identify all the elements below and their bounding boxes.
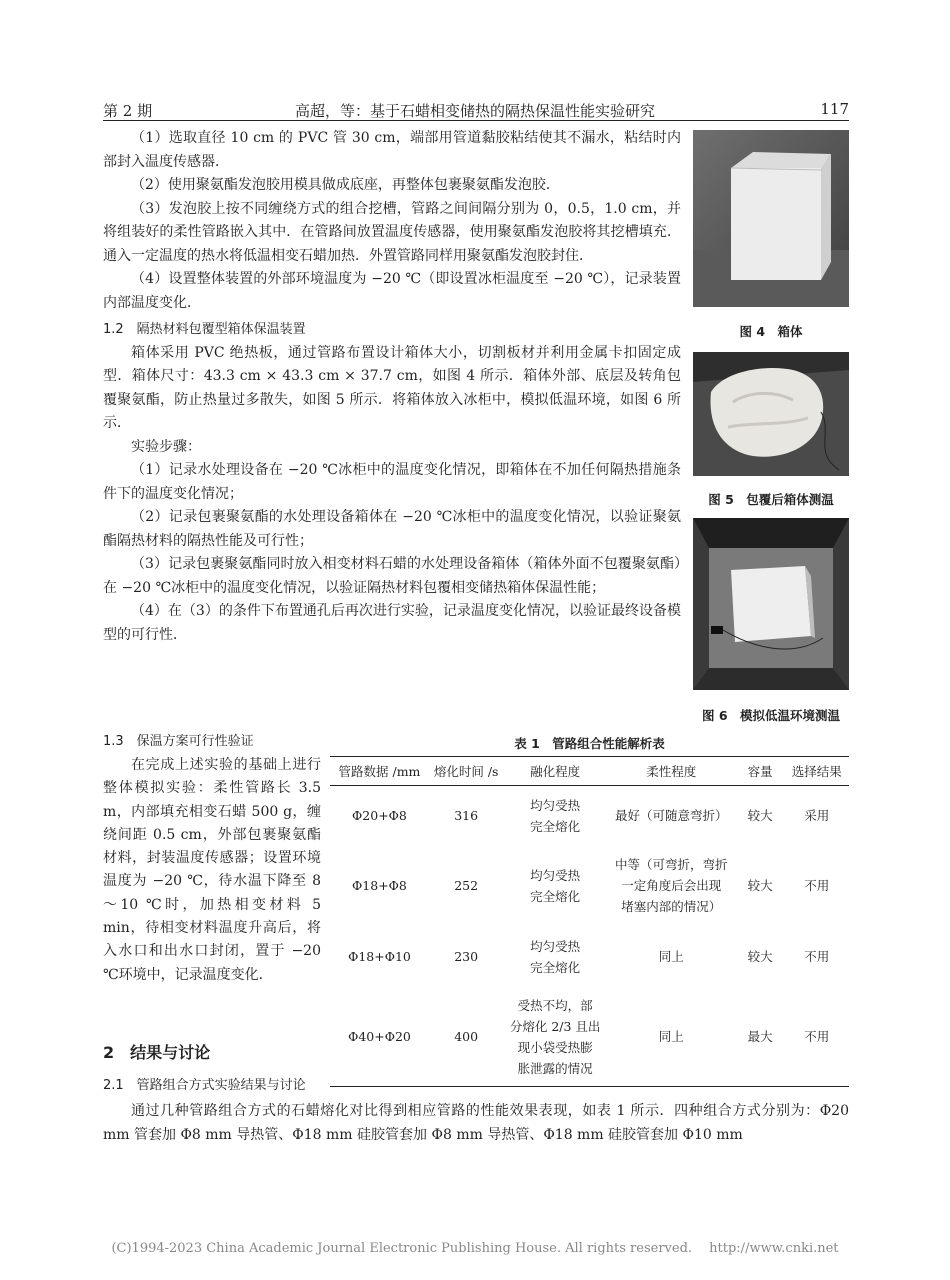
table-row xyxy=(330,786,849,846)
table-cell: 不用 xyxy=(804,949,830,964)
table-1-caption: 表 1 管路组合性能解析表 xyxy=(514,736,665,751)
table-header: 选择结果 xyxy=(785,757,849,786)
table-cell: 同上 xyxy=(658,1029,684,1044)
table-cell: 较大 xyxy=(747,878,773,893)
header-rule xyxy=(103,120,849,121)
section-2-heading: 2 结果与讨论 xyxy=(103,1043,211,1062)
table-cell: 均匀受热 完全熔化 xyxy=(530,938,581,975)
table-header: 管路数据 /mm xyxy=(330,757,429,786)
table-cell: 均匀受热 完全熔化 xyxy=(530,867,581,904)
table-cell: Φ40+Φ20 xyxy=(348,1029,411,1044)
table-cell: 较大 xyxy=(747,808,773,824)
section-1-2-paragraph: 箱体采用 PVC 绝热板，通过管路布置设计箱体大小，切割板材并利用金属卡扣固定成型．箱体尺寸：43.3 cm × 43.3 cm × 37.7 cm，如图 4 所示．箱体外部、底层及转角包覆聚氨酯，防止热量过多散失，如图 5 所示．将箱体放入冰柜中，模拟低温环境，如图 6 所示． xyxy=(103,344,681,431)
table-cell: 不用 xyxy=(804,878,830,893)
table-cell: 较大 xyxy=(747,949,773,964)
figure-5-caption: 图 5 包覆后箱体测温 xyxy=(708,492,834,507)
table-1 xyxy=(330,756,849,1087)
table-cell: 最大 xyxy=(747,1029,773,1044)
table-cell: Φ18+Φ8 xyxy=(352,878,407,893)
section-1-3-paragraph: 在完成上述实验的基础上进行整体模拟实验：柔性管路长 3.5 m，内部填充相变石蜡 500 g，缠绕间距 0.5 cm，外部包裹聚氨酯材料，封装温度传感器；设置环境温度为 −20 ℃，待水温下降至 8～10 ℃时，加热相变材料 5 min，待相变材料温度升高后，将入水口和出水口封闭，置于 −20 ℃环境中，记录温度变化． xyxy=(103,757,321,983)
steps-heading: 实验步骤： xyxy=(131,438,201,455)
step1-item: （1）选取直径 10 cm 的 PVC 管 30 cm，端部用管道黏胶粘结使其不漏水，粘结时内部封入温度传感器． xyxy=(103,130,681,170)
table-row xyxy=(330,846,849,926)
table-cell: 400 xyxy=(454,1029,479,1044)
section-1-3-heading: 1.3 保温方案可行性验证 xyxy=(103,734,254,749)
box-photo xyxy=(693,130,849,307)
table-header: 容量 xyxy=(736,757,785,786)
table-cell: 同上 xyxy=(658,949,684,964)
step1-item: （4）设置整体装置的外部环境温度为 −20 ℃（即设置冰柜温度至 −20 ℃），记录装置内部温度变化． xyxy=(103,271,681,311)
table-cell: 采用 xyxy=(804,808,830,824)
section-2-1-paragraph: 通过几种管路组合方式的石蜡熔化对比得到相应管路的性能效果表现，如表 1 所示．四种组合方式分别为：Φ20 mm 管套加 Φ8 mm 导热管、Φ18 mm 硅胶管套加 Φ8 mm 导热管、Φ18 mm 硅胶管套加 Φ10 mm xyxy=(103,1103,849,1143)
running-title: 高超，等：基于石蜡相变储热的隔热保温性能实验研究 xyxy=(294,102,655,120)
table-row xyxy=(330,988,849,1086)
table-cell: 252 xyxy=(454,878,479,893)
step2-item: （3）记录包裹聚氨酯同时放入相变材料石蜡的水处理设备箱体（箱体外面不包覆聚氨酯）在 −20 ℃冰柜中的温度变化情况，以验证隔热材料包覆相变储热箱体保温性能； xyxy=(103,556,681,596)
table-cell: 316 xyxy=(454,808,479,824)
table-cell: Φ18+Φ10 xyxy=(348,949,411,964)
table-row xyxy=(330,926,849,988)
table-header: 柔性程度 xyxy=(607,757,736,786)
figure-4-caption: 图 4 箱体 xyxy=(739,324,803,339)
table-cell: 受热不均，部 分熔化 2/3 且出 现小袋受热膨 胀泄露的情况 xyxy=(509,997,601,1076)
step2-item: （1）记录水处理设备在 −20 ℃冰柜中的温度变化情况，即箱体在不加任何隔热措施条件下的温度变化情况； xyxy=(103,462,681,502)
copyright-footer: (C)1994-2023 China Academic Journal Electronic Publishing House. All rights reserved. http://www.cnki.net xyxy=(111,1241,839,1256)
table-header: 融化程度 xyxy=(503,757,607,786)
table-cell: 中等（可弯折，弯折 一定角度后会出现 堵塞内部的情况） xyxy=(615,857,728,914)
page-number: 117 xyxy=(820,100,849,118)
step2-item: （4）在（3）的条件下布置通孔后再次进行实验，记录温度变化情况，以验证最终设备模型的可行性． xyxy=(103,603,681,643)
table-cell: 230 xyxy=(454,949,479,964)
wrapped-box-photo xyxy=(693,352,849,476)
figure-6-caption: 图 6 模拟低温环境测温 xyxy=(701,708,841,723)
table-cell: 最好（可随意弯折） xyxy=(615,808,728,824)
table-header: 熔化时间 /s xyxy=(429,757,503,786)
table-cell: Φ20+Φ8 xyxy=(352,808,407,824)
step1-item: （2）使用聚氨酯发泡胶用模具做成底座，再整体包裹聚氨酯发泡胶． xyxy=(131,177,560,193)
step2-item: （2）记录包裹聚氨酯的水处理设备箱体在 −20 ℃冰柜中的温度变化情况，以验证聚氨酯隔热材料的隔热性能及可行性； xyxy=(103,509,681,549)
section-1-2-heading: 1.2 隔热材料包覆型箱体保温装置 xyxy=(103,322,306,337)
table-header-row xyxy=(330,757,849,786)
table-cell: 均匀受热 完全熔化 xyxy=(530,797,581,834)
freezer-photo xyxy=(693,518,849,690)
steps-section-1 xyxy=(103,127,681,647)
step1-item: （3）发泡胶上按不同缠绕方式的组合挖槽，管路之间间隔分别为 0，0.5，1.0 cm，并将组装好的柔性管路嵌入其中．在管路间放置温度传感器，使用聚氨酯发泡胶将其挖槽填充．通入一定温度的热水将低温相变石蜡加热．外置管路同样用聚氨酯发泡胶封住． xyxy=(103,200,681,264)
section-2-1-heading: 2.1 管路组合方式实验结果与讨论 xyxy=(103,1078,306,1093)
issue-label: 第 2 期 xyxy=(103,102,153,120)
table-cell: 不用 xyxy=(804,1029,830,1044)
